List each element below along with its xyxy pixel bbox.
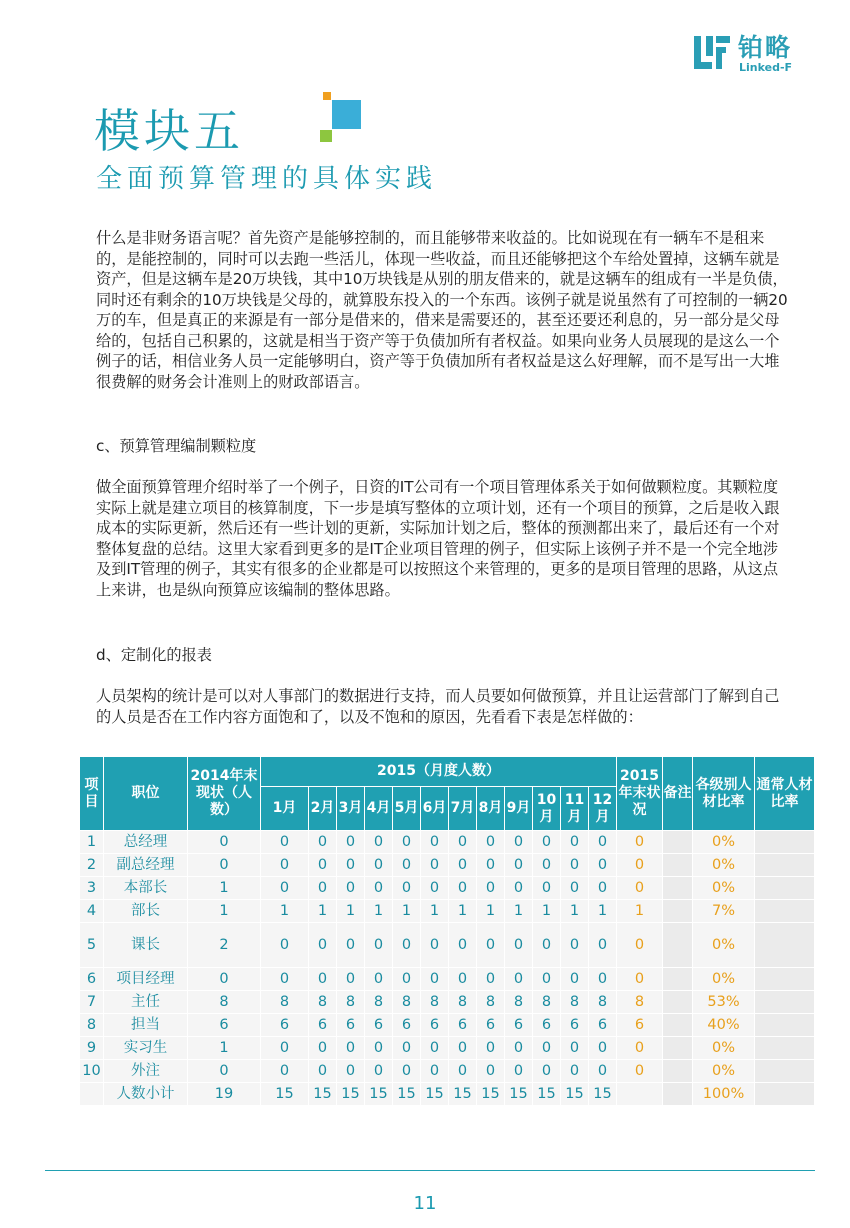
header-month: 6月 <box>421 787 449 831</box>
cell-note <box>663 1037 693 1060</box>
cell-month: 0 <box>421 968 449 991</box>
header-month: 1月 <box>261 787 309 831</box>
cell-position: 担当 <box>104 1014 188 1037</box>
cell-position: 部长 <box>104 900 188 923</box>
cell-total-month: 15 <box>477 1083 505 1106</box>
cell-total-month: 15 <box>449 1083 477 1106</box>
table-row <box>80 1014 815 1037</box>
cell-month: 0 <box>393 923 421 968</box>
cell-month: 0 <box>261 854 309 877</box>
cell-month: 0 <box>365 854 393 877</box>
cell-month: 0 <box>365 923 393 968</box>
cell-note <box>663 900 693 923</box>
cell-position: 副总经理 <box>104 854 188 877</box>
cell-month: 8 <box>477 991 505 1014</box>
deco-square-orange <box>323 92 331 100</box>
cell-month: 1 <box>561 900 589 923</box>
cell-position: 外注 <box>104 1060 188 1083</box>
cell-current: 0 <box>188 968 261 991</box>
table-row <box>80 923 815 968</box>
cell-month: 0 <box>337 854 365 877</box>
cell-month: 0 <box>561 877 589 900</box>
cell-month: 0 <box>589 877 617 900</box>
header-ratio: 各级别人材比率 <box>693 757 755 831</box>
cell-month: 8 <box>393 991 421 1014</box>
cell-month: 0 <box>365 1060 393 1083</box>
cell-normal-ratio <box>755 831 815 854</box>
cell-note <box>663 1014 693 1037</box>
cell-total-month: 15 <box>421 1083 449 1106</box>
cell-ratio: 0% <box>693 1037 755 1060</box>
cell-normal-ratio <box>755 1083 815 1106</box>
cell-month: 0 <box>533 831 561 854</box>
cell-month: 1 <box>393 900 421 923</box>
cell-ratio: 53% <box>693 991 755 1014</box>
cell-month: 0 <box>365 831 393 854</box>
cell-normal-ratio <box>755 1037 815 1060</box>
cell-month: 1 <box>261 900 309 923</box>
cell-total-month: 15 <box>589 1083 617 1106</box>
cell-month: 0 <box>261 923 309 968</box>
cell-month: 6 <box>505 1014 533 1037</box>
cell-month: 0 <box>393 831 421 854</box>
cell-no: 1 <box>80 831 104 854</box>
module-subtitle: 全面预算管理的具体实践 <box>96 164 438 194</box>
brand-name-cn: 铂略 <box>738 33 793 62</box>
table-total-row <box>80 1083 815 1106</box>
cell-total-ratio: 100% <box>693 1083 755 1106</box>
header-month: 4月 <box>365 787 393 831</box>
module-title: 模块五 <box>94 104 244 158</box>
cell-note <box>663 1060 693 1083</box>
header-yearend: 2015年末状况 <box>617 757 663 831</box>
cell-current: 0 <box>188 1060 261 1083</box>
cell-month: 0 <box>449 1060 477 1083</box>
cell-no: 10 <box>80 1060 104 1083</box>
cell-yearend: 1 <box>617 900 663 923</box>
cell-month: 0 <box>365 877 393 900</box>
header-current: 2014年末现状（人数） <box>188 757 261 831</box>
paragraph-1: 什么是非财务语言呢？首先资产是能够控制的，而且能够带来收益的。比如说现在有一辆车不是租来的，是能控制的，同时可以去跑一些活儿，体现一些收益，而且还能够把这个车给处置掉，这辆车就是资产，但是这辆车是20万块钱，其中10万块钱是从别的朋友借来的，就是这辆车的组成有一半是负债，同时还有剩余的10万块钱是父母的，就算股东投入的一个东西。该例子就是说虽然有了可控制的一辆20万的车，但是真正的来源是有一部分是借来的，借来是需要还的，甚至还要还利息的，另一部分是父母给的，包括自己积累的，这就是相当于资产等于负债加所有者权益。如果向业务人员展现的是这么一个例子的话，相信业务人员一定能够明白，资产等于负债加所有者权益是这么好理解，而不是写出一大堆很费解的财务会计准则上的财政部语言。 <box>96 229 788 391</box>
cell-month: 0 <box>561 854 589 877</box>
cell-note <box>663 968 693 991</box>
cell-month: 6 <box>421 1014 449 1037</box>
cell-month: 8 <box>533 991 561 1014</box>
cell-month: 0 <box>533 877 561 900</box>
cell-month: 0 <box>309 968 337 991</box>
cell-month: 0 <box>261 877 309 900</box>
cell-ratio: 0% <box>693 877 755 900</box>
cell-note <box>663 831 693 854</box>
cell-month: 0 <box>561 968 589 991</box>
cell-ratio: 0% <box>693 831 755 854</box>
cell-ratio: 7% <box>693 900 755 923</box>
cell-month: 0 <box>449 923 477 968</box>
cell-no: 5 <box>80 923 104 968</box>
cell-month: 0 <box>477 1060 505 1083</box>
cell-month: 0 <box>421 1037 449 1060</box>
cell-current: 1 <box>188 877 261 900</box>
cell-month: 8 <box>309 991 337 1014</box>
cell-month: 0 <box>505 923 533 968</box>
cell-month: 0 <box>477 968 505 991</box>
cell-month: 0 <box>337 1060 365 1083</box>
cell-month: 0 <box>393 877 421 900</box>
cell-month: 6 <box>589 1014 617 1037</box>
header-month: 3月 <box>337 787 365 831</box>
header-note: 备注 <box>663 757 693 831</box>
cell-yearend: 8 <box>617 991 663 1014</box>
cell-month: 0 <box>365 1037 393 1060</box>
cell-normal-ratio <box>755 923 815 968</box>
cell-month: 0 <box>589 923 617 968</box>
cell-month: 0 <box>561 1037 589 1060</box>
cell-month: 0 <box>533 854 561 877</box>
header-position: 职位 <box>104 757 188 831</box>
cell-month: 0 <box>505 831 533 854</box>
cell-normal-ratio <box>755 877 815 900</box>
cell-month: 8 <box>421 991 449 1014</box>
cell-total-month: 15 <box>365 1083 393 1106</box>
cell-month: 0 <box>589 854 617 877</box>
cell-month: 0 <box>337 831 365 854</box>
cell-month: 6 <box>393 1014 421 1037</box>
cell-normal-ratio <box>755 1060 815 1083</box>
cell-current: 0 <box>188 854 261 877</box>
cell-month: 0 <box>337 877 365 900</box>
cell-no: 9 <box>80 1037 104 1060</box>
cell-month: 0 <box>421 854 449 877</box>
cell-current: 8 <box>188 991 261 1014</box>
cell-month: 0 <box>505 877 533 900</box>
cell-month: 0 <box>449 854 477 877</box>
header-no: 项目 <box>80 757 104 831</box>
header-month: 11月 <box>561 787 589 831</box>
cell-month: 0 <box>449 877 477 900</box>
cell-month: 0 <box>337 923 365 968</box>
table-row <box>80 1037 815 1060</box>
cell-month: 8 <box>261 991 309 1014</box>
linked-f-logo-icon <box>692 34 732 72</box>
cell-month: 1 <box>449 900 477 923</box>
cell-current: 6 <box>188 1014 261 1037</box>
header-monthly: 2015（月度人数） <box>261 757 617 787</box>
cell-month: 0 <box>477 877 505 900</box>
cell-yearend <box>617 1083 663 1106</box>
cell-month: 6 <box>561 1014 589 1037</box>
cell-total-month: 15 <box>393 1083 421 1106</box>
cell-month: 0 <box>421 1060 449 1083</box>
cell-current: 0 <box>188 831 261 854</box>
cell-total-month: 15 <box>337 1083 365 1106</box>
cell-no: 8 <box>80 1014 104 1037</box>
cell-total-month: 15 <box>309 1083 337 1106</box>
cell-no: 7 <box>80 991 104 1014</box>
cell-month: 1 <box>477 900 505 923</box>
cell-month: 0 <box>477 923 505 968</box>
table-row <box>80 854 815 877</box>
cell-month: 0 <box>505 1037 533 1060</box>
cell-note <box>663 877 693 900</box>
cell-month: 0 <box>309 877 337 900</box>
cell-month: 0 <box>505 968 533 991</box>
cell-month: 0 <box>505 854 533 877</box>
cell-no: 6 <box>80 968 104 991</box>
deco-square-blue <box>332 100 361 129</box>
cell-no: 2 <box>80 854 104 877</box>
cell-month: 6 <box>449 1014 477 1037</box>
cell-month: 0 <box>533 1060 561 1083</box>
cell-no <box>80 1083 104 1106</box>
cell-ratio: 0% <box>693 923 755 968</box>
cell-month: 0 <box>309 923 337 968</box>
cell-month: 8 <box>337 991 365 1014</box>
paragraph-3: 人员架构的统计是可以对人事部门的数据进行支持，而人员要如何做预算，并且让运营部门了解到自己的人员是否在工作内容方面饱和了，以及不饱和的原因，先看看下表是怎样做的： <box>96 687 780 726</box>
cell-normal-ratio <box>755 1014 815 1037</box>
section-heading-d: d、定制化的报表 <box>96 646 212 664</box>
cell-month: 0 <box>589 968 617 991</box>
cell-month: 8 <box>589 991 617 1014</box>
paragraph-2: 做全面预算管理介绍时举了一个例子，日资的IT公司有一个项目管理体系关于如何做颗粒度。其颗粒度实际上就是建立项目的核算制度，下一步是填写整体的立项计划，还有一个项目的预算，之后是收入跟成本的实际更新，然后还有一些计划的更新，实际加计划之后，整体的预测都出来了，最后还有一个对整体复盘的总结。这里大家看到更多的是IT企业项目管理的例子，但实际上该例子并不是一个完全地涉及到IT管理的例子，其实有很多的企业都是可以按照这个来管理的，更多的是项目管理的思路，从这点上来讲，也是纵向预算应该编制的整体思路。 <box>96 478 780 599</box>
table-row <box>80 968 815 991</box>
cell-month: 0 <box>561 1060 589 1083</box>
cell-yearend: 0 <box>617 923 663 968</box>
cell-note <box>663 1083 693 1106</box>
cell-ratio: 40% <box>693 1014 755 1037</box>
cell-month: 1 <box>365 900 393 923</box>
header-month: 9月 <box>505 787 533 831</box>
cell-month: 1 <box>533 900 561 923</box>
cell-no: 4 <box>80 900 104 923</box>
cell-current: 2 <box>188 923 261 968</box>
cell-current: 1 <box>188 1037 261 1060</box>
cell-month: 8 <box>561 991 589 1014</box>
cell-month: 0 <box>589 831 617 854</box>
cell-month: 0 <box>261 1060 309 1083</box>
cell-normal-ratio <box>755 968 815 991</box>
cell-position: 实习生 <box>104 1037 188 1060</box>
cell-note <box>663 923 693 968</box>
cell-total-month: 15 <box>533 1083 561 1106</box>
cell-month: 0 <box>421 923 449 968</box>
cell-month: 0 <box>309 854 337 877</box>
cell-position: 课长 <box>104 923 188 968</box>
cell-month: 0 <box>337 968 365 991</box>
cell-month: 0 <box>261 831 309 854</box>
page-number: 11 <box>413 1193 437 1214</box>
cell-month: 0 <box>393 1037 421 1060</box>
table-row <box>80 877 815 900</box>
cell-month: 0 <box>477 1037 505 1060</box>
cell-month: 0 <box>393 968 421 991</box>
cell-month: 0 <box>589 1037 617 1060</box>
cell-month: 8 <box>449 991 477 1014</box>
cell-month: 0 <box>561 831 589 854</box>
cell-month: 0 <box>421 831 449 854</box>
cell-month: 6 <box>337 1014 365 1037</box>
cell-month: 6 <box>261 1014 309 1037</box>
cell-month: 0 <box>365 968 393 991</box>
cell-month: 0 <box>421 877 449 900</box>
cell-normal-ratio <box>755 854 815 877</box>
cell-month: 0 <box>477 854 505 877</box>
header-month: 5月 <box>393 787 421 831</box>
cell-month: 1 <box>309 900 337 923</box>
cell-month: 0 <box>533 1037 561 1060</box>
cell-month: 6 <box>309 1014 337 1037</box>
cell-ratio: 0% <box>693 854 755 877</box>
cell-month: 6 <box>533 1014 561 1037</box>
cell-total-month: 15 <box>561 1083 589 1106</box>
cell-month: 1 <box>337 900 365 923</box>
cell-yearend: 0 <box>617 854 663 877</box>
cell-month: 0 <box>309 1060 337 1083</box>
deco-square-green <box>320 130 332 142</box>
header-month: 7月 <box>449 787 477 831</box>
cell-yearend: 0 <box>617 1037 663 1060</box>
cell-month: 0 <box>261 968 309 991</box>
cell-normal-ratio <box>755 900 815 923</box>
cell-note <box>663 991 693 1014</box>
footer-divider <box>45 1170 815 1171</box>
cell-position: 总经理 <box>104 831 188 854</box>
staffing-table <box>79 756 815 1106</box>
cell-month: 0 <box>449 831 477 854</box>
brand-name-en: Linked-F <box>739 61 793 74</box>
cell-position: 主任 <box>104 991 188 1014</box>
cell-position: 项目经理 <box>104 968 188 991</box>
cell-month: 0 <box>449 968 477 991</box>
header-month: 2月 <box>309 787 337 831</box>
cell-month: 0 <box>533 923 561 968</box>
cell-month: 1 <box>505 900 533 923</box>
header-normal-ratio: 通常人材比率 <box>755 757 815 831</box>
cell-month: 0 <box>533 968 561 991</box>
cell-month: 8 <box>505 991 533 1014</box>
section-heading-c: c、预算管理编制颗粒度 <box>96 437 257 455</box>
cell-month: 1 <box>589 900 617 923</box>
cell-yearend: 0 <box>617 1060 663 1083</box>
table-row <box>80 991 815 1014</box>
cell-month: 0 <box>477 831 505 854</box>
cell-yearend: 0 <box>617 877 663 900</box>
cell-total-label: 人数小计 <box>104 1083 188 1106</box>
cell-position: 本部长 <box>104 877 188 900</box>
cell-note <box>663 854 693 877</box>
header-month: 12月 <box>589 787 617 831</box>
brand-logo <box>692 34 812 74</box>
cell-current: 1 <box>188 900 261 923</box>
cell-ratio: 0% <box>693 1060 755 1083</box>
cell-ratio: 0% <box>693 968 755 991</box>
cell-yearend: 0 <box>617 831 663 854</box>
cell-month: 0 <box>393 1060 421 1083</box>
cell-month: 1 <box>421 900 449 923</box>
cell-total-month: 15 <box>261 1083 309 1106</box>
cell-no: 3 <box>80 877 104 900</box>
table-row <box>80 831 815 854</box>
cell-month: 0 <box>337 1037 365 1060</box>
table-row <box>80 1060 815 1083</box>
cell-month: 0 <box>261 1037 309 1060</box>
cell-month: 0 <box>561 923 589 968</box>
cell-month: 8 <box>365 991 393 1014</box>
header-month: 10月 <box>533 787 561 831</box>
cell-month: 0 <box>505 1060 533 1083</box>
cell-normal-ratio <box>755 991 815 1014</box>
cell-month: 0 <box>309 831 337 854</box>
cell-month: 6 <box>477 1014 505 1037</box>
cell-yearend: 0 <box>617 968 663 991</box>
cell-yearend: 6 <box>617 1014 663 1037</box>
cell-month: 0 <box>589 1060 617 1083</box>
header-month: 8月 <box>477 787 505 831</box>
cell-month: 0 <box>449 1037 477 1060</box>
cell-month: 0 <box>309 1037 337 1060</box>
cell-total-month: 15 <box>505 1083 533 1106</box>
cell-month: 6 <box>365 1014 393 1037</box>
table-row <box>80 900 815 923</box>
cell-month: 0 <box>393 854 421 877</box>
cell-total-current: 19 <box>188 1083 261 1106</box>
